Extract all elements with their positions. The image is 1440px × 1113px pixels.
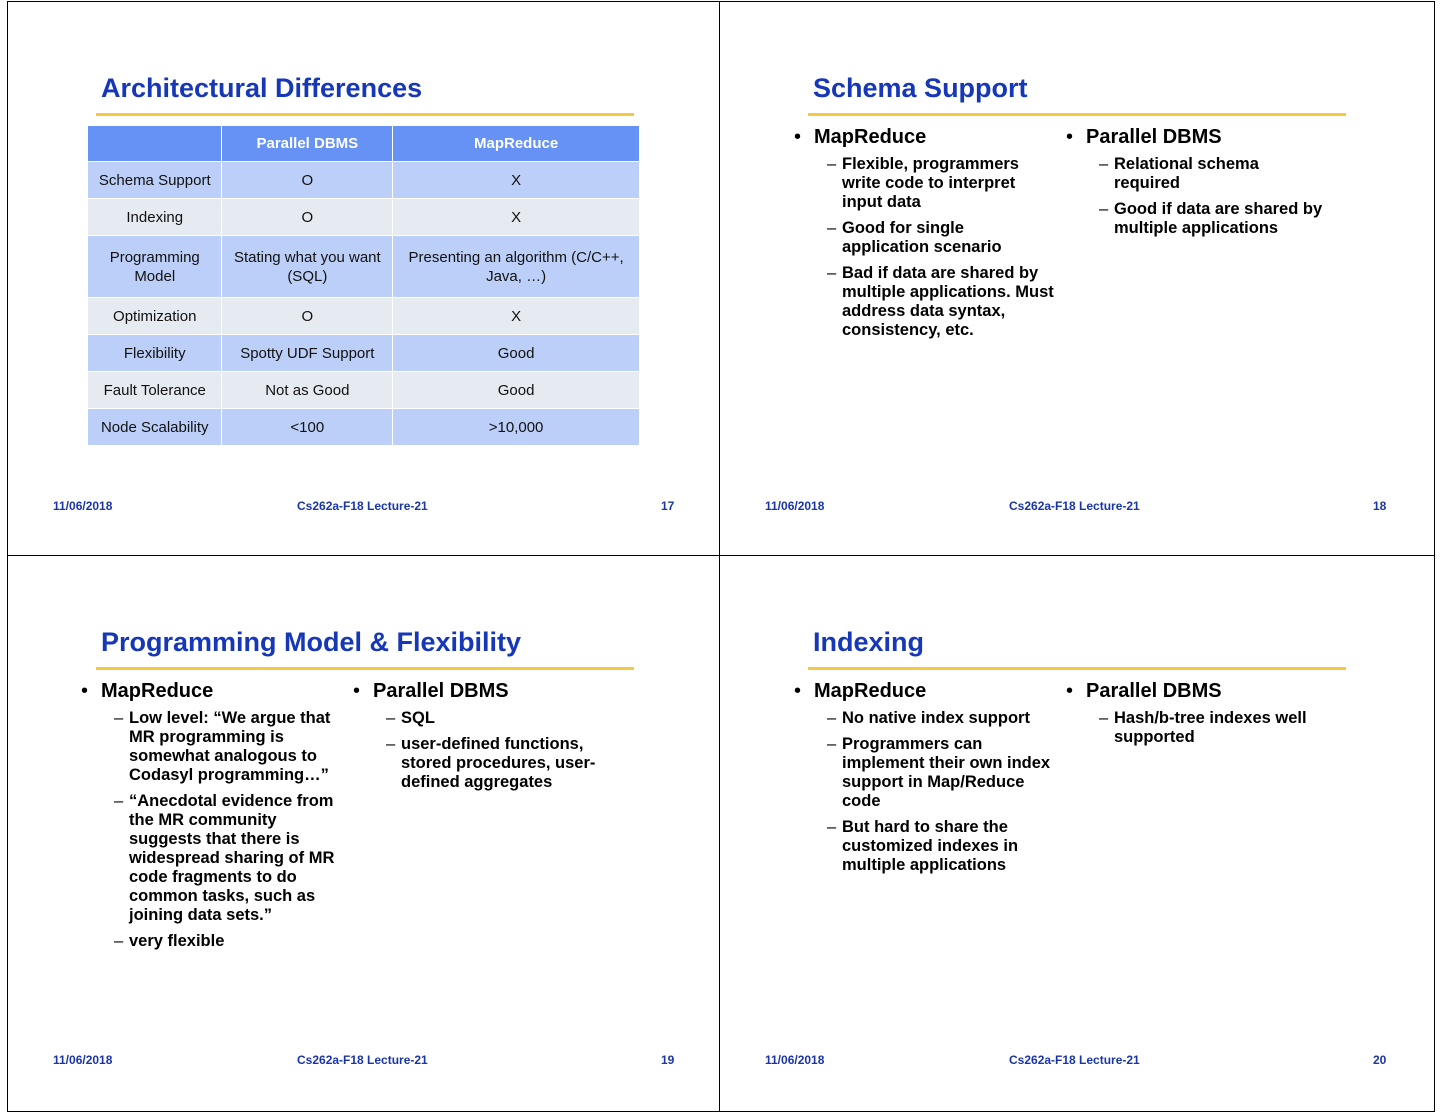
row-label: Fault Tolerance	[88, 372, 222, 409]
sub-bullet	[1066, 155, 1326, 193]
dash-marker: –	[827, 735, 837, 753]
sub-bullet-text: Good for single application scenario	[842, 219, 1002, 256]
slide-number: 20	[1373, 1053, 1387, 1067]
row-label: Programming Model	[88, 236, 222, 298]
sub-bullet	[81, 709, 341, 785]
table-cell: X	[393, 298, 640, 335]
table-row	[88, 335, 640, 372]
sub-bullet-text: user-defined functions, stored procedures, user-defined aggregates	[401, 735, 596, 791]
sub-bullet	[81, 932, 341, 951]
footer-course: Cs262a-F18 Lecture-21	[297, 1053, 428, 1067]
row-label: Flexibility	[88, 335, 222, 372]
table-cell: X	[393, 199, 640, 236]
sub-bullet-text: No native index support	[842, 709, 1030, 727]
bullet-heading: • MapReduce	[794, 680, 1054, 703]
bullet-column	[794, 126, 1054, 347]
sub-bullet-text: Hash/b-tree indexes well supported	[1114, 709, 1307, 746]
sub-bullet	[1066, 709, 1326, 747]
slide-19	[7, 556, 720, 1112]
column-header	[88, 126, 222, 162]
dash-marker: –	[827, 818, 837, 836]
table-cell: <100	[222, 409, 393, 446]
sub-bullet-text: But hard to share the customized indexes in multiple applications	[842, 818, 1019, 874]
table-header-row	[88, 126, 640, 162]
sub-bullet	[794, 155, 1054, 212]
dash-marker: –	[114, 932, 124, 950]
bullet-heading: • MapReduce	[81, 680, 341, 703]
sub-bullet	[1066, 200, 1326, 238]
title-underline	[96, 667, 634, 670]
sub-bullet	[794, 709, 1054, 728]
footer-course: Cs262a-F18 Lecture-21	[297, 499, 428, 513]
footer-date: 11/06/2018	[765, 1053, 825, 1067]
table-cell: O	[222, 298, 393, 335]
bullet-heading: • Parallel DBMS	[1066, 126, 1326, 149]
table-row	[88, 298, 640, 335]
comparison-table	[87, 125, 640, 446]
sub-bullet-text: “Anecdotal evidence from the MR community suggests that there is widespread sharing of MR code fragments to do common tasks, such as joining data sets.”	[129, 792, 335, 924]
dash-marker: –	[827, 709, 837, 727]
dash-marker: –	[827, 219, 837, 237]
table-cell: O	[222, 162, 393, 199]
bullet-column	[81, 680, 341, 958]
bullet-heading: • Parallel DBMS	[1066, 680, 1326, 703]
sub-bullet	[353, 735, 613, 792]
dash-marker: –	[386, 735, 396, 753]
sub-bullet	[794, 264, 1054, 340]
slide-title: Indexing	[813, 627, 925, 657]
table-cell: >10,000	[393, 409, 640, 446]
slide-18	[720, 1, 1435, 556]
column-header: MapReduce	[393, 126, 640, 162]
title-underline	[808, 113, 1346, 116]
footer-date: 11/06/2018	[53, 1053, 113, 1067]
sub-bullet-text: Relational schema required	[1114, 155, 1259, 192]
table-cell: Not as Good	[222, 372, 393, 409]
sub-bullet	[794, 818, 1054, 875]
row-label: Indexing	[88, 199, 222, 236]
bullet-column	[353, 680, 613, 799]
sub-bullet-text: Programmers can implement their own index support in Map/Reduce code	[842, 735, 1051, 810]
table-cell: Stating what you want (SQL)	[222, 236, 393, 298]
slide-17	[7, 1, 720, 556]
dash-marker: –	[1099, 155, 1109, 173]
dash-marker: –	[386, 709, 396, 727]
dash-marker: –	[827, 155, 837, 173]
table-row	[88, 409, 640, 446]
title-underline	[96, 113, 634, 116]
footer-date: 11/06/2018	[53, 499, 113, 513]
bullet-column	[794, 680, 1054, 882]
dash-marker: –	[1099, 200, 1109, 218]
sub-bullet-text: very flexible	[129, 932, 225, 950]
table-row	[88, 162, 640, 199]
bullet-column	[1066, 126, 1326, 245]
dash-marker: –	[114, 792, 124, 810]
sub-bullet	[81, 792, 341, 925]
slide-title: Programming Model & Flexibility	[101, 627, 522, 657]
sub-bullet	[353, 709, 613, 728]
dash-marker: –	[827, 264, 837, 282]
slide-title: Schema Support	[813, 73, 1028, 103]
footer-course: Cs262a-F18 Lecture-21	[1009, 1053, 1140, 1067]
table-row	[88, 372, 640, 409]
bullet-heading: • Parallel DBMS	[353, 680, 613, 703]
table-cell: Presenting an algorithm (C/C++, Java, …)	[393, 236, 640, 298]
row-label: Schema Support	[88, 162, 222, 199]
slide-20	[720, 556, 1435, 1112]
bullet-column	[1066, 680, 1326, 754]
slide-number: 17	[661, 499, 675, 513]
slide-title: Architectural Differences	[101, 73, 423, 103]
dash-marker: –	[1099, 709, 1109, 727]
table-row	[88, 199, 640, 236]
sub-bullet-text: Bad if data are shared by multiple applications. Must address data syntax, consistency, etc.	[842, 264, 1054, 339]
slide-number: 19	[661, 1053, 675, 1067]
table-cell: Good	[393, 372, 640, 409]
table-row	[88, 236, 640, 298]
sub-bullet-text: Good if data are shared by multiple applications	[1114, 200, 1323, 237]
table-cell: Good	[393, 335, 640, 372]
footer-course: Cs262a-F18 Lecture-21	[1009, 499, 1140, 513]
dash-marker: –	[114, 709, 124, 727]
slide-number: 18	[1373, 499, 1387, 513]
table-cell: X	[393, 162, 640, 199]
bullet-heading: • MapReduce	[794, 126, 1054, 149]
table-cell: Spotty UDF Support	[222, 335, 393, 372]
column-header: Parallel DBMS	[222, 126, 393, 162]
sub-bullet-text: Flexible, programmers write code to interpret input data	[842, 155, 1019, 211]
sub-bullet	[794, 735, 1054, 811]
table-cell: O	[222, 199, 393, 236]
title-underline	[808, 667, 1346, 670]
sub-bullet	[794, 219, 1054, 257]
row-label: Node Scalability	[88, 409, 222, 446]
footer-date: 11/06/2018	[765, 499, 825, 513]
sub-bullet-text: SQL	[401, 709, 435, 727]
row-label: Optimization	[88, 298, 222, 335]
sub-bullet-text: Low level: “We argue that MR programming is somewhat analogous to Codasyl programming…”	[129, 709, 331, 784]
